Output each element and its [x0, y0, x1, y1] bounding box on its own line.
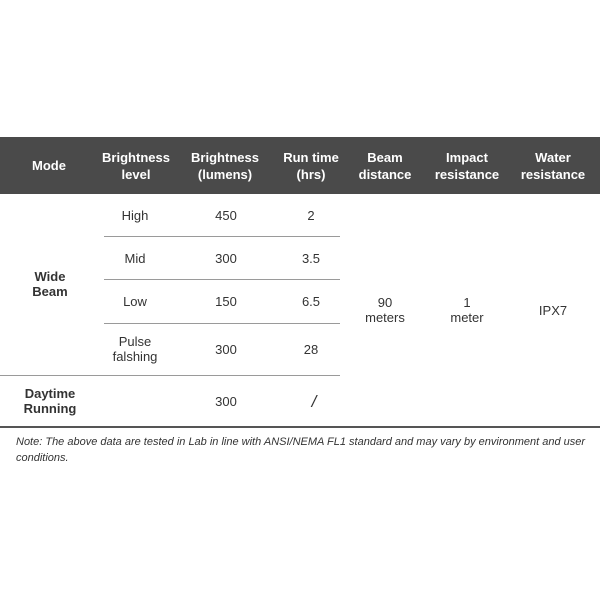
header-beam-distance: Beam distance: [358, 149, 412, 182]
water-resistance-value: IPX7: [538, 302, 568, 318]
runtime-cell: 6.5: [301, 294, 321, 309]
row-divider: [104, 236, 340, 237]
lumens-cell: 300: [215, 250, 237, 266]
runtime-cell: 2: [307, 207, 315, 223]
lumens-cell: 300: [215, 393, 237, 409]
level-cell: Low: [123, 294, 147, 309]
impact-resistance-value: 1 meter: [450, 295, 484, 325]
header-brightness-level: Brightness level: [102, 149, 170, 182]
beam-distance-value: 90 meters: [365, 295, 405, 325]
lumens-cell: 300: [215, 341, 237, 357]
header-brightness-lumens: Brightness (lumens): [191, 149, 259, 182]
header-run-time: Run time (hrs): [283, 149, 339, 182]
runtime-cell: /: [311, 391, 317, 411]
runtime-cell: 28: [303, 341, 319, 357]
lumens-cell: 450: [215, 207, 237, 223]
header-water-resistance: Water resistance: [520, 149, 586, 182]
row-divider: [0, 375, 340, 376]
header-impact-resistance: Impact resistance: [434, 149, 500, 182]
lumens-cell: 150: [215, 294, 237, 309]
runtime-cell: 3.5: [301, 250, 321, 266]
table-bottom-rule: [0, 426, 600, 428]
footnote: Note: The above data are tested in Lab in line with ANSI/NEMA FL1 standard and may vary by environment and user conditions.: [16, 436, 586, 464]
level-cell: High: [121, 207, 149, 223]
row-divider: [104, 279, 340, 280]
table-header: [0, 137, 600, 194]
mode-wide-beam: Wide Beam: [32, 269, 68, 299]
row-divider: [104, 323, 340, 324]
mode-daytime-running: Daytime Running: [23, 386, 77, 416]
level-cell: Pulse falshing: [112, 334, 158, 364]
header-mode: Mode: [32, 158, 66, 173]
level-cell: Mid: [124, 250, 146, 266]
